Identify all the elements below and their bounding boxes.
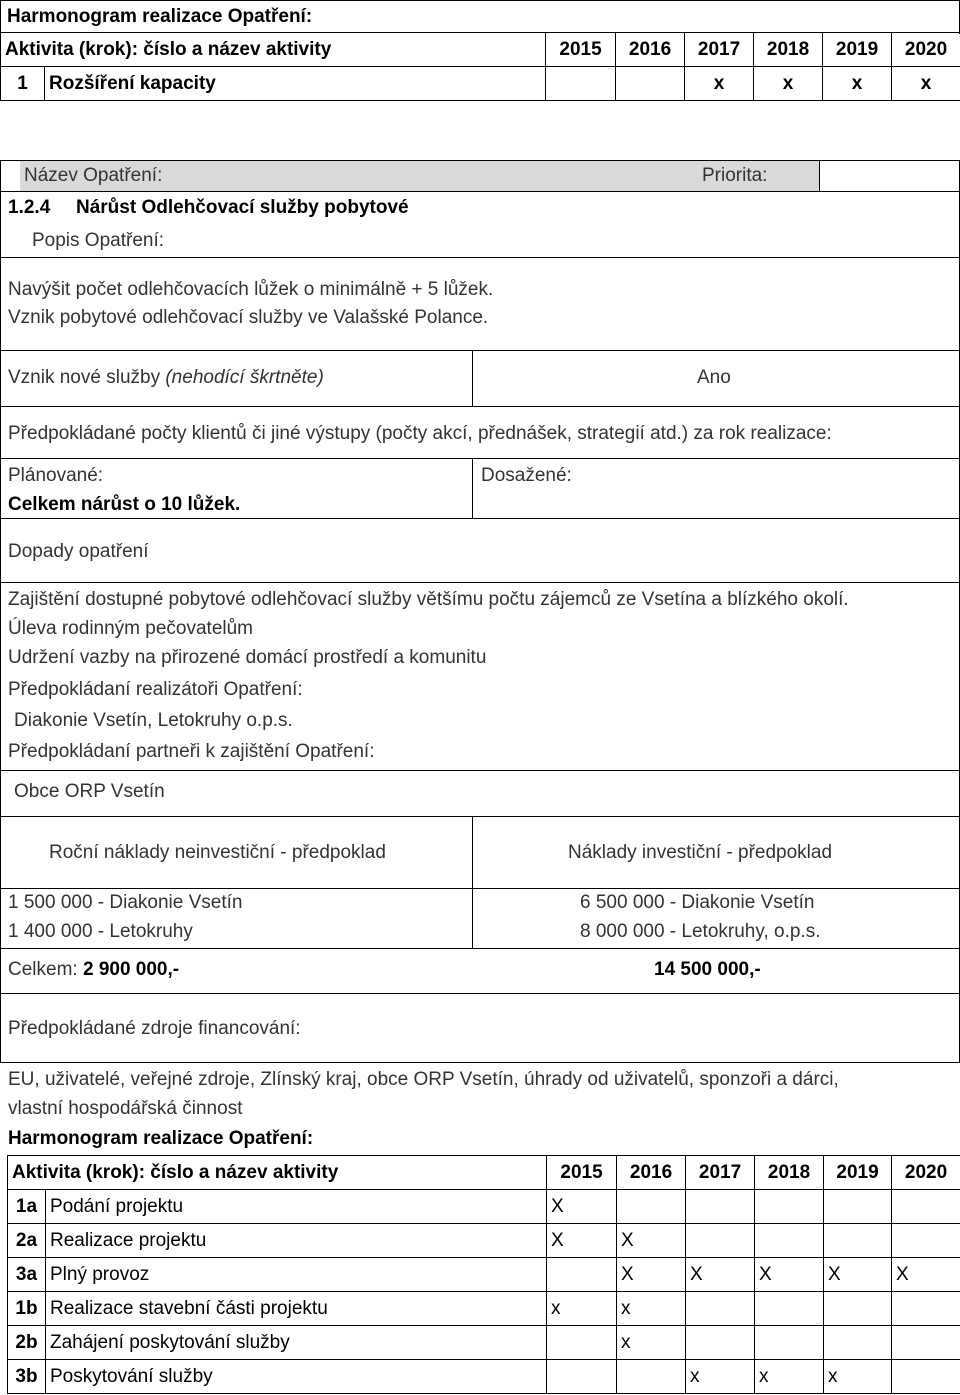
year-mark: X xyxy=(547,1224,617,1258)
achieved-label: Dosažené: xyxy=(481,465,572,486)
activity-name: Zahájení poskytování služby xyxy=(46,1326,547,1360)
year-mark: x xyxy=(686,1360,755,1394)
frame-line xyxy=(0,406,960,407)
frame-line xyxy=(0,888,960,889)
year-mark: x xyxy=(755,1360,824,1394)
impact-line: Zajištění dostupné pobytové odlehčovací služby většímu počtu zájemců ze Vsetína a blízkého okolí. xyxy=(8,589,849,610)
table-row xyxy=(8,1292,960,1326)
harmonogram-bottom-header-row xyxy=(8,1156,960,1190)
year-mark xyxy=(617,1190,686,1224)
year-mark xyxy=(755,1326,824,1360)
activity-name: Podání projektu xyxy=(46,1190,547,1224)
year-mark xyxy=(547,1326,617,1360)
new-service-label-text: Vznik nové služby xyxy=(8,367,166,388)
year-mark: X xyxy=(892,1258,960,1292)
year-mark: X xyxy=(617,1224,686,1258)
noninvest-cost-label: Roční náklady neinvestiční - předpoklad xyxy=(49,842,386,863)
funding-line: EU, uživatelé, veřejné zdroje, Zlínský kraj, obce ORP Vsetín, úhrady od uživatelů, sponzoři a dárci, xyxy=(8,1069,839,1090)
year-header: 2019 xyxy=(824,1156,892,1190)
priority-label: Priorita: xyxy=(702,165,768,186)
table-row xyxy=(1,67,960,101)
activity-name: Realizace stavební části projektu xyxy=(46,1292,547,1326)
activity-number: 3a xyxy=(8,1258,46,1292)
funding-line: vlastní hospodářská činnost xyxy=(8,1098,243,1119)
harmonogram-bottom-title: Harmonogram realizace Opatření: xyxy=(8,1128,314,1149)
year-mark xyxy=(547,1258,617,1292)
funding-label: Předpokládané zdroje financování: xyxy=(8,1018,301,1039)
year-mark: X xyxy=(547,1190,617,1224)
activity-number: 2b xyxy=(8,1326,46,1360)
year-header: 2018 xyxy=(754,33,823,67)
invest-cost-line: 6 500 000 - Diakonie Vsetín xyxy=(580,892,815,913)
year-mark: X xyxy=(824,1258,892,1292)
frame-line xyxy=(0,458,960,459)
implementers-label: Předpokládaní realizátoři Opatření: xyxy=(8,679,303,700)
description-line: Navýšit počet odlehčovacích lůžek o minimálně + 5 lůžek. xyxy=(8,279,494,300)
year-mark xyxy=(547,1360,617,1394)
year-mark xyxy=(824,1326,892,1360)
year-mark xyxy=(686,1190,755,1224)
activity-number: 1 xyxy=(1,67,45,101)
description-line: Vznik pobytové odlehčovací služby ve Valašské Polance. xyxy=(8,307,489,328)
activity-header: Aktivita (krok): číslo a název aktivity xyxy=(1,33,546,67)
invest-cost-line: 8 000 000 - Letokruhy, o.p.s. xyxy=(580,921,821,942)
measure-title: Nárůst Odlehčovací služby pobytové xyxy=(76,197,409,218)
activity-name: Poskytování služby xyxy=(46,1360,547,1394)
year-mark: x xyxy=(824,1360,892,1394)
year-header: 2020 xyxy=(892,33,960,67)
noninvest-cost-line: 1 400 000 - Letokruhy xyxy=(8,921,193,942)
year-header: 2017 xyxy=(686,1156,755,1190)
implementers-value: Diakonie Vsetín, Letokruhy o.p.s. xyxy=(14,710,293,731)
year-header: 2018 xyxy=(755,1156,824,1190)
frame-line xyxy=(0,993,960,994)
year-header: 2015 xyxy=(547,1156,617,1190)
year-mark xyxy=(686,1224,755,1258)
year-mark: x xyxy=(547,1292,617,1326)
activity-number: 2a xyxy=(8,1224,46,1258)
description-label: Popis Opatření: xyxy=(32,230,165,251)
year-mark: x xyxy=(685,67,754,101)
activity-name: Plný provoz xyxy=(46,1258,547,1292)
invest-cost-label: Náklady investiční - předpoklad xyxy=(568,842,833,863)
year-mark xyxy=(755,1224,824,1258)
measure-code: 1.2.4 xyxy=(8,197,51,218)
costs-divider xyxy=(472,816,473,948)
new-service-divider xyxy=(472,350,473,406)
activity-number: 1b xyxy=(8,1292,46,1326)
year-mark xyxy=(892,1360,960,1394)
year-mark: x xyxy=(754,67,823,101)
noninvest-cost-line: 1 500 000 - Diakonie Vsetín xyxy=(8,892,243,913)
year-mark xyxy=(824,1224,892,1258)
year-mark: X xyxy=(617,1258,686,1292)
frame-line xyxy=(0,257,960,258)
activity-number: 1a xyxy=(8,1190,46,1224)
planned-label: Plánované: xyxy=(8,465,104,486)
frame-line xyxy=(0,770,960,771)
year-mark xyxy=(892,1326,960,1360)
year-mark xyxy=(616,67,685,101)
table-row xyxy=(8,1190,960,1224)
total-invest-value: 14 500 000,- xyxy=(654,959,761,980)
year-mark xyxy=(824,1190,892,1224)
year-header: 2016 xyxy=(616,33,685,67)
year-mark: x xyxy=(617,1292,686,1326)
frame-line xyxy=(0,1062,960,1063)
impact-line: Udržení vazby na přirozené domácí prostředí a komunitu xyxy=(8,647,487,668)
year-mark xyxy=(892,1224,960,1258)
year-mark xyxy=(546,67,616,101)
harmonogram-top-title: Harmonogram realizace Opatření: xyxy=(7,6,313,27)
year-mark: x xyxy=(823,67,892,101)
year-mark: x xyxy=(617,1326,686,1360)
table-row xyxy=(8,1258,960,1292)
impact-line: Úleva rodinným pečovatelům xyxy=(8,618,254,639)
year-mark xyxy=(755,1292,824,1326)
partners-label: Předpokládaní partneři k zajištění Opatření: xyxy=(8,741,375,762)
frame-line xyxy=(0,350,960,351)
impacts-label: Dopady opatření xyxy=(8,541,149,562)
activity-header: Aktivita (krok): číslo a název aktivity xyxy=(8,1156,547,1190)
year-mark xyxy=(617,1360,686,1394)
table-row xyxy=(8,1326,960,1360)
total-noninvest-value: 2 900 000,- xyxy=(82,959,180,980)
harmonogram-bottom-table xyxy=(7,1155,960,1394)
priority-divider xyxy=(819,160,820,191)
frame-left xyxy=(0,160,1,994)
activity-number: 3b xyxy=(8,1360,46,1394)
planned-divider xyxy=(472,458,473,518)
new-service-label xyxy=(8,366,324,390)
frame-line xyxy=(0,518,960,519)
year-mark xyxy=(755,1190,824,1224)
year-header: 2020 xyxy=(892,1156,960,1190)
top-border-left xyxy=(0,0,1,34)
expected-outputs-label: Předpokládané počty klientů či jiné výstupy (počty akcí, přednášek, strategií atd.) za rok realizace: xyxy=(8,423,832,444)
year-mark: X xyxy=(686,1258,755,1292)
frame-left xyxy=(0,993,1,1063)
year-mark xyxy=(824,1292,892,1326)
frame-line xyxy=(0,160,960,161)
table-row xyxy=(8,1360,960,1394)
year-header: 2019 xyxy=(823,33,892,67)
activity-name: Realizace projektu xyxy=(46,1224,547,1258)
year-mark xyxy=(892,1292,960,1326)
year-mark: X xyxy=(755,1258,824,1292)
name-label: Název Opatření: xyxy=(24,165,163,186)
year-mark xyxy=(686,1326,755,1360)
year-header: 2017 xyxy=(685,33,754,67)
frame-line xyxy=(0,816,960,817)
frame-line xyxy=(0,191,960,192)
year-header: 2015 xyxy=(546,33,616,67)
harmonogram-top-table xyxy=(0,32,960,101)
year-mark xyxy=(686,1292,755,1326)
frame-line xyxy=(0,948,960,949)
total-label: Celkem: xyxy=(8,959,83,980)
top-border xyxy=(0,0,960,1)
total-noninvest xyxy=(8,958,179,982)
activity-name: Rozšíření kapacity xyxy=(45,67,546,101)
year-mark xyxy=(892,1190,960,1224)
frame-line xyxy=(0,582,960,583)
partners-value: Obce ORP Vsetín xyxy=(14,781,165,802)
new-service-note: (nehodící škrtněte) xyxy=(165,367,324,388)
planned-value: Celkem nárůst o 10 lůžek. xyxy=(8,494,241,515)
year-header: 2016 xyxy=(617,1156,686,1190)
table-row xyxy=(8,1224,960,1258)
harmonogram-top-header-row xyxy=(1,33,960,67)
year-mark: x xyxy=(892,67,960,101)
new-service-value: Ano xyxy=(697,367,731,388)
